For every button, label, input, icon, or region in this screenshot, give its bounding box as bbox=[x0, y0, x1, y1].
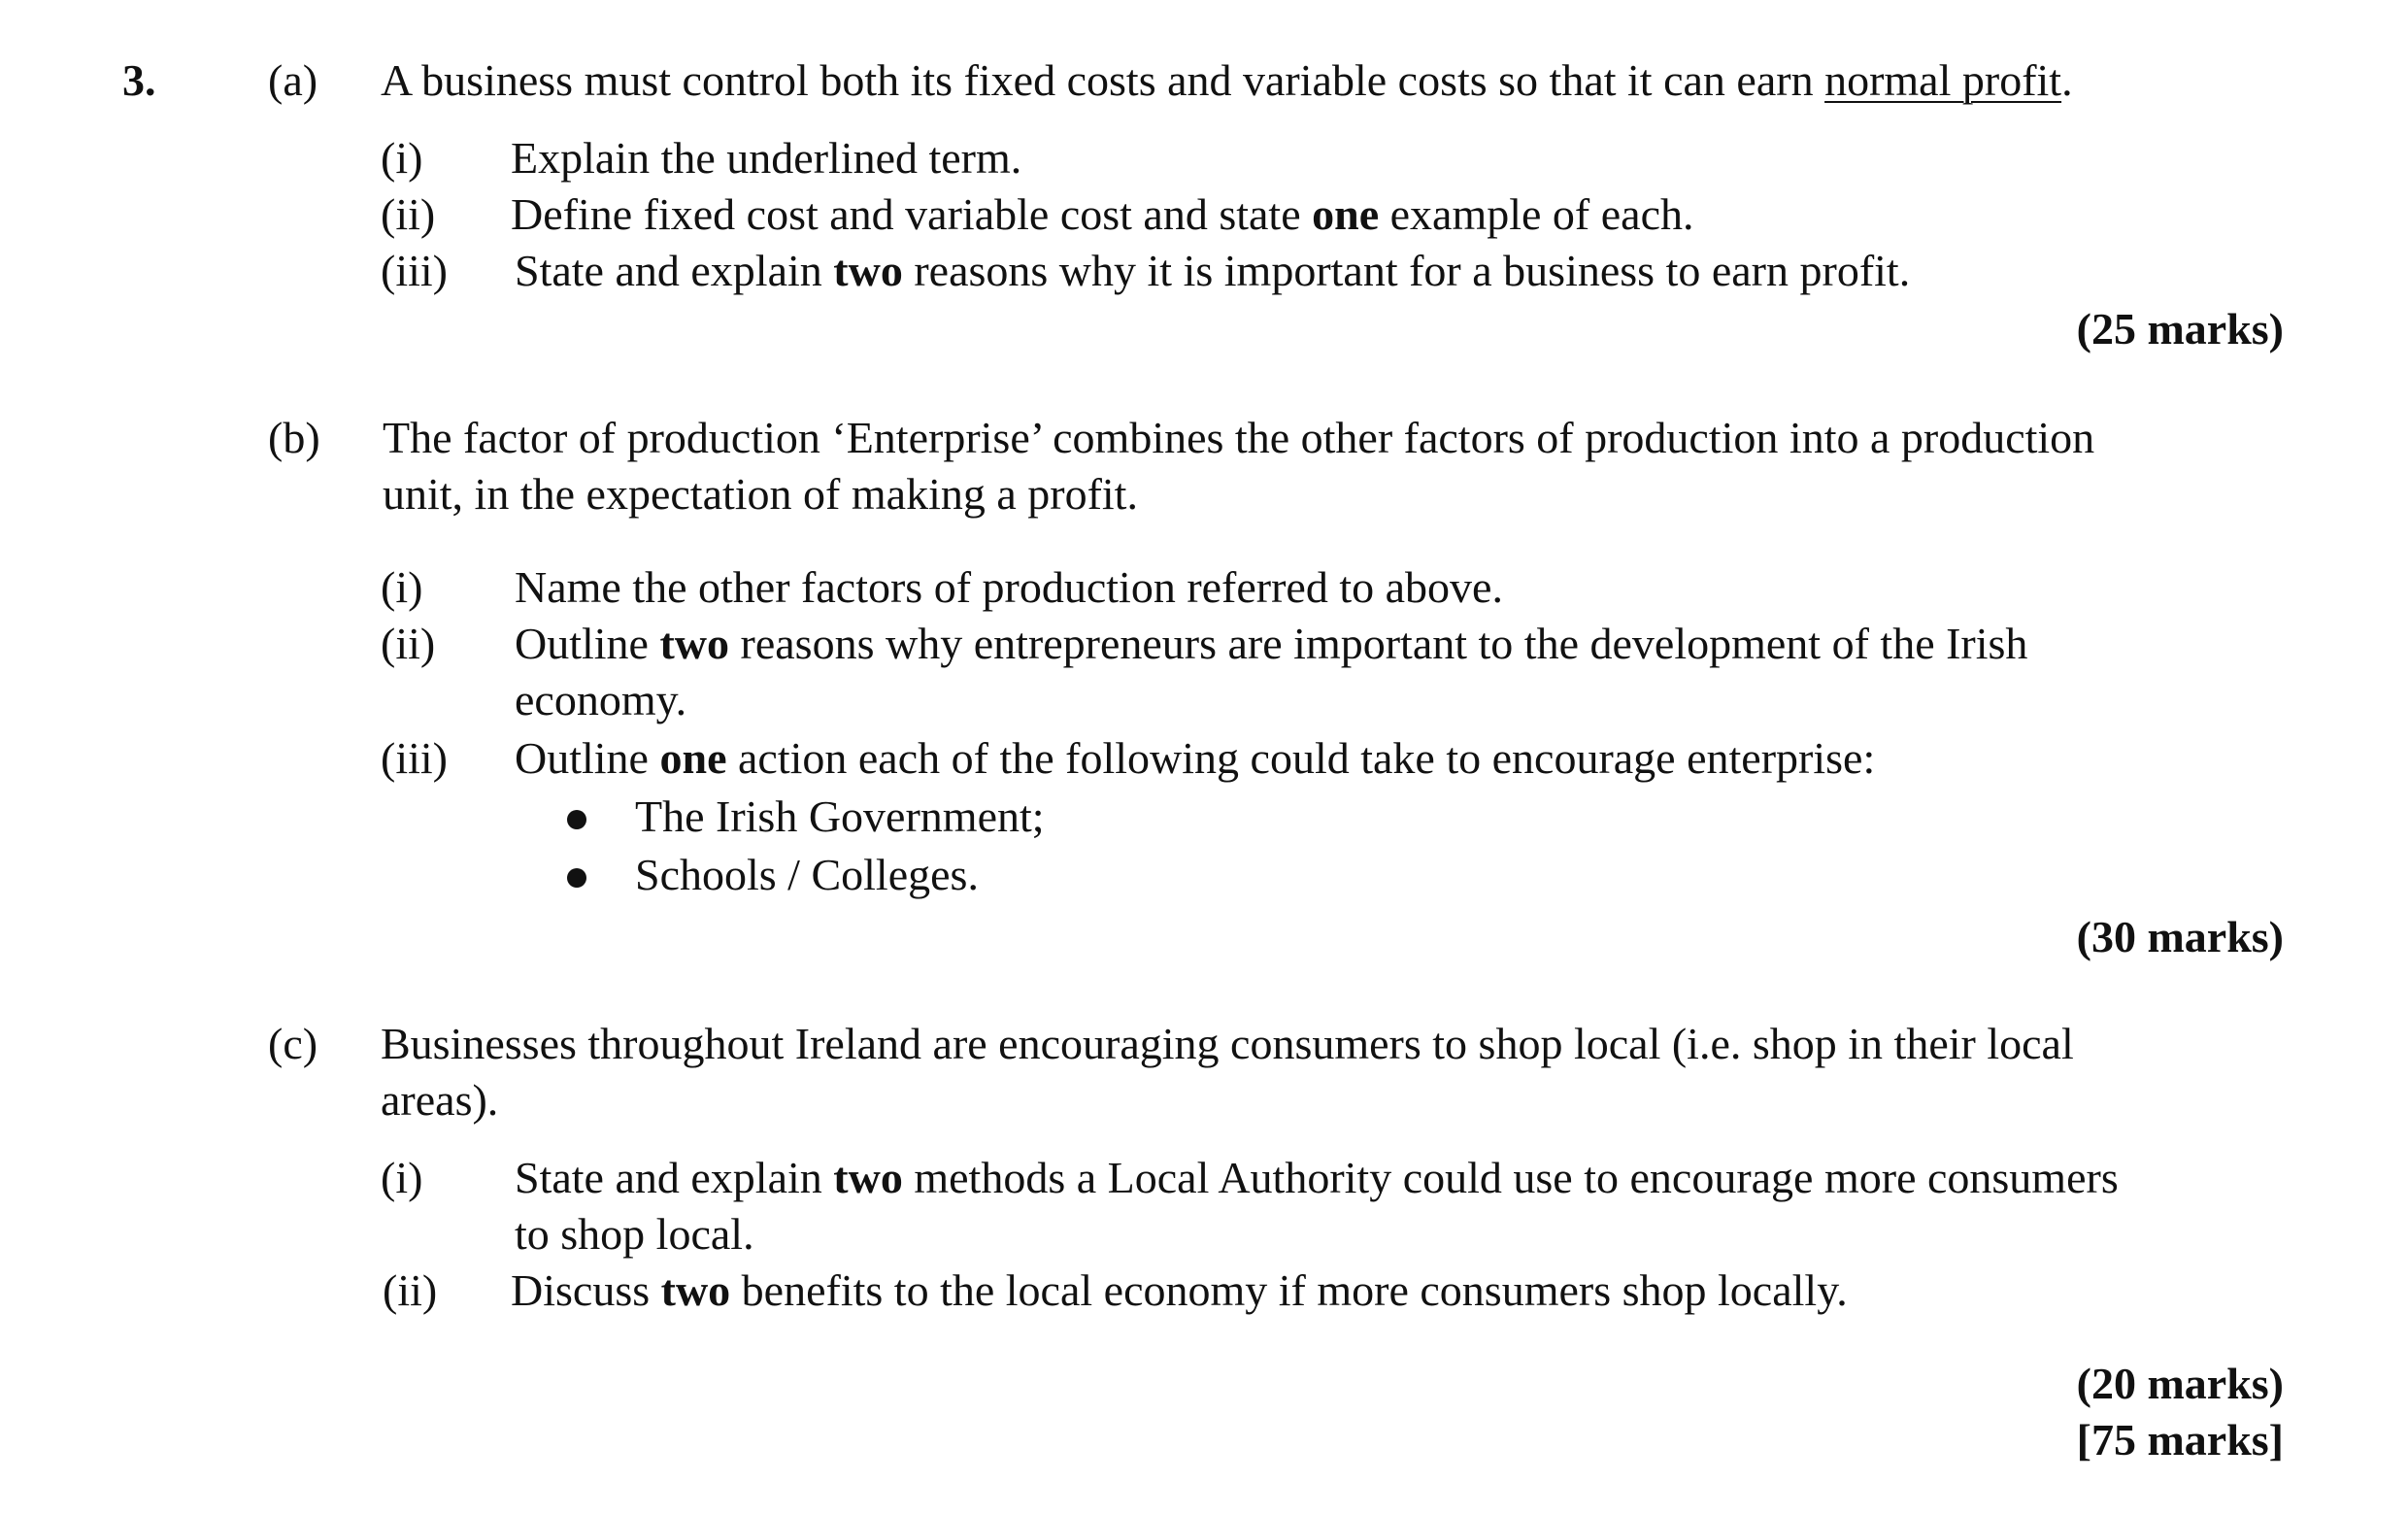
part-c-item-ii-text: Discuss two benefits to the local economy if more consumers shop locally. bbox=[511, 1265, 1848, 1315]
part-b-bullet-1: The Irish Government; bbox=[635, 791, 1045, 841]
part-b-item-iii-num: (iii) bbox=[381, 733, 448, 783]
part-c-marks: (20 marks) bbox=[2076, 1359, 2284, 1408]
part-a-marks: (25 marks) bbox=[2076, 304, 2284, 354]
part-c-label: (c) bbox=[268, 1019, 318, 1068]
part-b-item-i-num: (i) bbox=[381, 562, 423, 612]
question-number: 3. bbox=[122, 55, 156, 105]
part-b-item-ii-num: (ii) bbox=[381, 619, 436, 668]
part-c-item-i-text: State and explain two methods a Local Authority could use to encourage more consumers bbox=[515, 1153, 2119, 1202]
part-b-item-ii-continuation: economy. bbox=[515, 675, 687, 724]
part-a-item-iii-num: (iii) bbox=[381, 246, 448, 295]
part-b-marks: (30 marks) bbox=[2076, 912, 2284, 961]
part-b-item-i-text: Name the other factors of production referred to above. bbox=[515, 562, 1503, 612]
underlined-term: normal profit bbox=[1824, 55, 2062, 105]
part-a-item-iii-text: State and explain two reasons why it is important for a business to earn profit. bbox=[515, 246, 1911, 295]
part-a-item-ii-num: (ii) bbox=[381, 189, 436, 239]
part-c-item-i-continuation: to shop local. bbox=[515, 1209, 754, 1259]
part-a-item-ii-text: Define fixed cost and variable cost and state one example of each. bbox=[511, 189, 1694, 239]
part-c-item-i-num: (i) bbox=[381, 1153, 423, 1202]
part-a-item-i-num: (i) bbox=[381, 133, 423, 183]
part-b-label: (b) bbox=[268, 413, 320, 462]
part-b-item-iii-text: Outline one action each of the following could take to encourage enterprise: bbox=[515, 733, 1876, 783]
part-b-item-ii-text: Outline two reasons why entrepreneurs are important to the development of the Irish bbox=[515, 619, 2028, 668]
part-c-stem-line1: Businesses throughout Ireland are encouraging consumers to shop local (i.e. shop in their local bbox=[381, 1019, 2074, 1068]
part-c-stem-line2: areas). bbox=[381, 1075, 499, 1125]
part-b-stem-line2: unit, in the expectation of making a profit. bbox=[383, 469, 1138, 519]
part-c-item-ii-num: (ii) bbox=[383, 1265, 438, 1315]
bullet-icon bbox=[567, 868, 586, 888]
part-b-stem-line1: The factor of production ‘Enterprise’ combines the other factors of production into a production bbox=[383, 413, 2095, 462]
part-b-bullet-2: Schools / Colleges. bbox=[635, 850, 979, 899]
part-a-stem: A business must control both its fixed costs and variable costs so that it can earn normal profit. bbox=[381, 55, 2073, 105]
total-marks: [75 marks] bbox=[2076, 1415, 2284, 1464]
part-a-label: (a) bbox=[268, 55, 318, 105]
part-a-item-i-text: Explain the underlined term. bbox=[511, 133, 1022, 183]
bullet-icon bbox=[567, 810, 586, 829]
